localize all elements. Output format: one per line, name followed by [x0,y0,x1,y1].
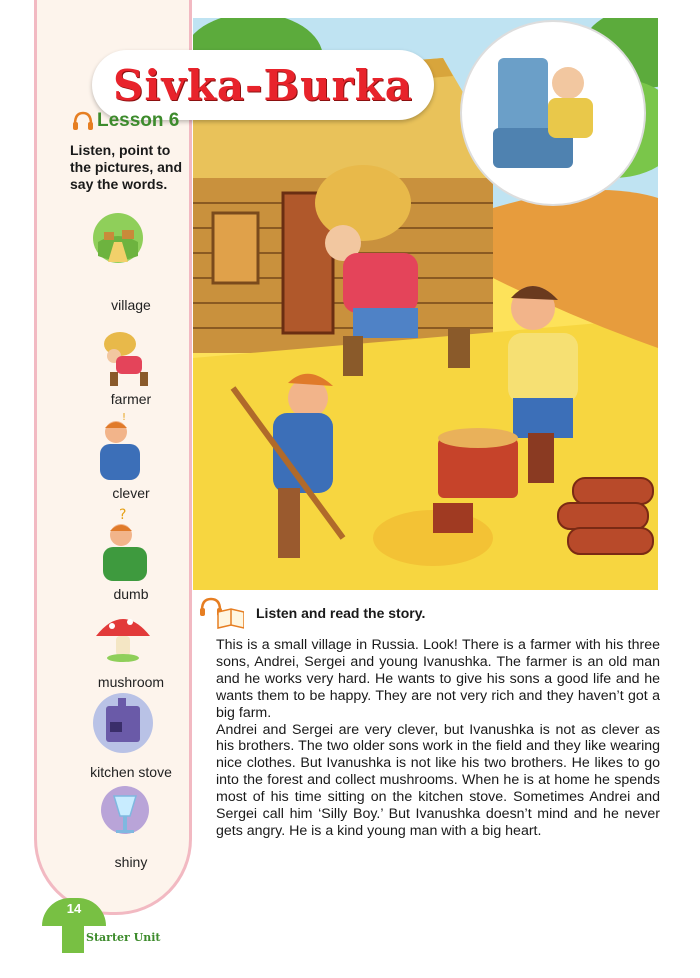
headphones-icon [72,110,94,132]
mushroom-picture[interactable] [92,606,154,664]
lesson-label [72,110,179,132]
vocab-label-farmer: farmer [110,391,152,407]
unit-label: Starter Unit [86,931,161,944]
vocab-label-shiny: shiny [114,854,148,870]
story-paragraph: This is a small village in Russia. Look! There is a farmer with his three sons, Andrei, Sergei and young Ivanushka. The farmer is an old man and he works very hard. He wants to give his sons a good life and he wants them to be happy. They are not very rich and they haven’t got a big farm. [216,637,660,721]
svg-text:?: ? [119,507,127,523]
vocab-label-mushroom: mushroom [97,674,165,690]
dumb-picture[interactable] [95,505,157,583]
shiny-picture[interactable] [100,784,150,846]
page-title: Sivka-Burka [113,60,413,110]
clever-picture[interactable] [92,412,154,482]
instruction-text: Listen, point to the pictures, and say the words. [70,142,183,192]
vocab-label-dumb: dumb [113,586,149,602]
story-text [216,637,660,840]
vocab-label-clever: clever [112,485,150,501]
kitchen-stove-picture[interactable] [92,692,154,754]
story-paragraph: Andrei and Sergei are very clever, but Ivanushka is not as clever as his brothers. The two older sons work in the field and they like wearing nice clothes. But Ivanushka is not like his two brothers. He likes to go into the forest and collect mushrooms. When he is at home he spends most of his time sitting on the kitchen stove. Sometimes Andrei and Sergei call him ‘Silly Boy.’ But Ivanushka doesn’t mind and he never gets angry. He is a kind young man with a big heart. [216,721,660,839]
svg-text:!: ! [122,412,127,423]
listen-and-read-icon [200,596,244,630]
farmer-picture[interactable] [100,330,156,388]
page-number-stem [62,923,84,953]
page-number: 14 [42,898,106,926]
story-heading [200,596,425,630]
story-instruction: Listen and read the story. [256,605,426,621]
vocab-label-kitchen-stove: kitchen stove [90,764,172,780]
village-picture[interactable] [92,212,144,264]
vocab-label-village: village [111,297,151,313]
lesson-number: Lesson 6 [97,110,180,131]
